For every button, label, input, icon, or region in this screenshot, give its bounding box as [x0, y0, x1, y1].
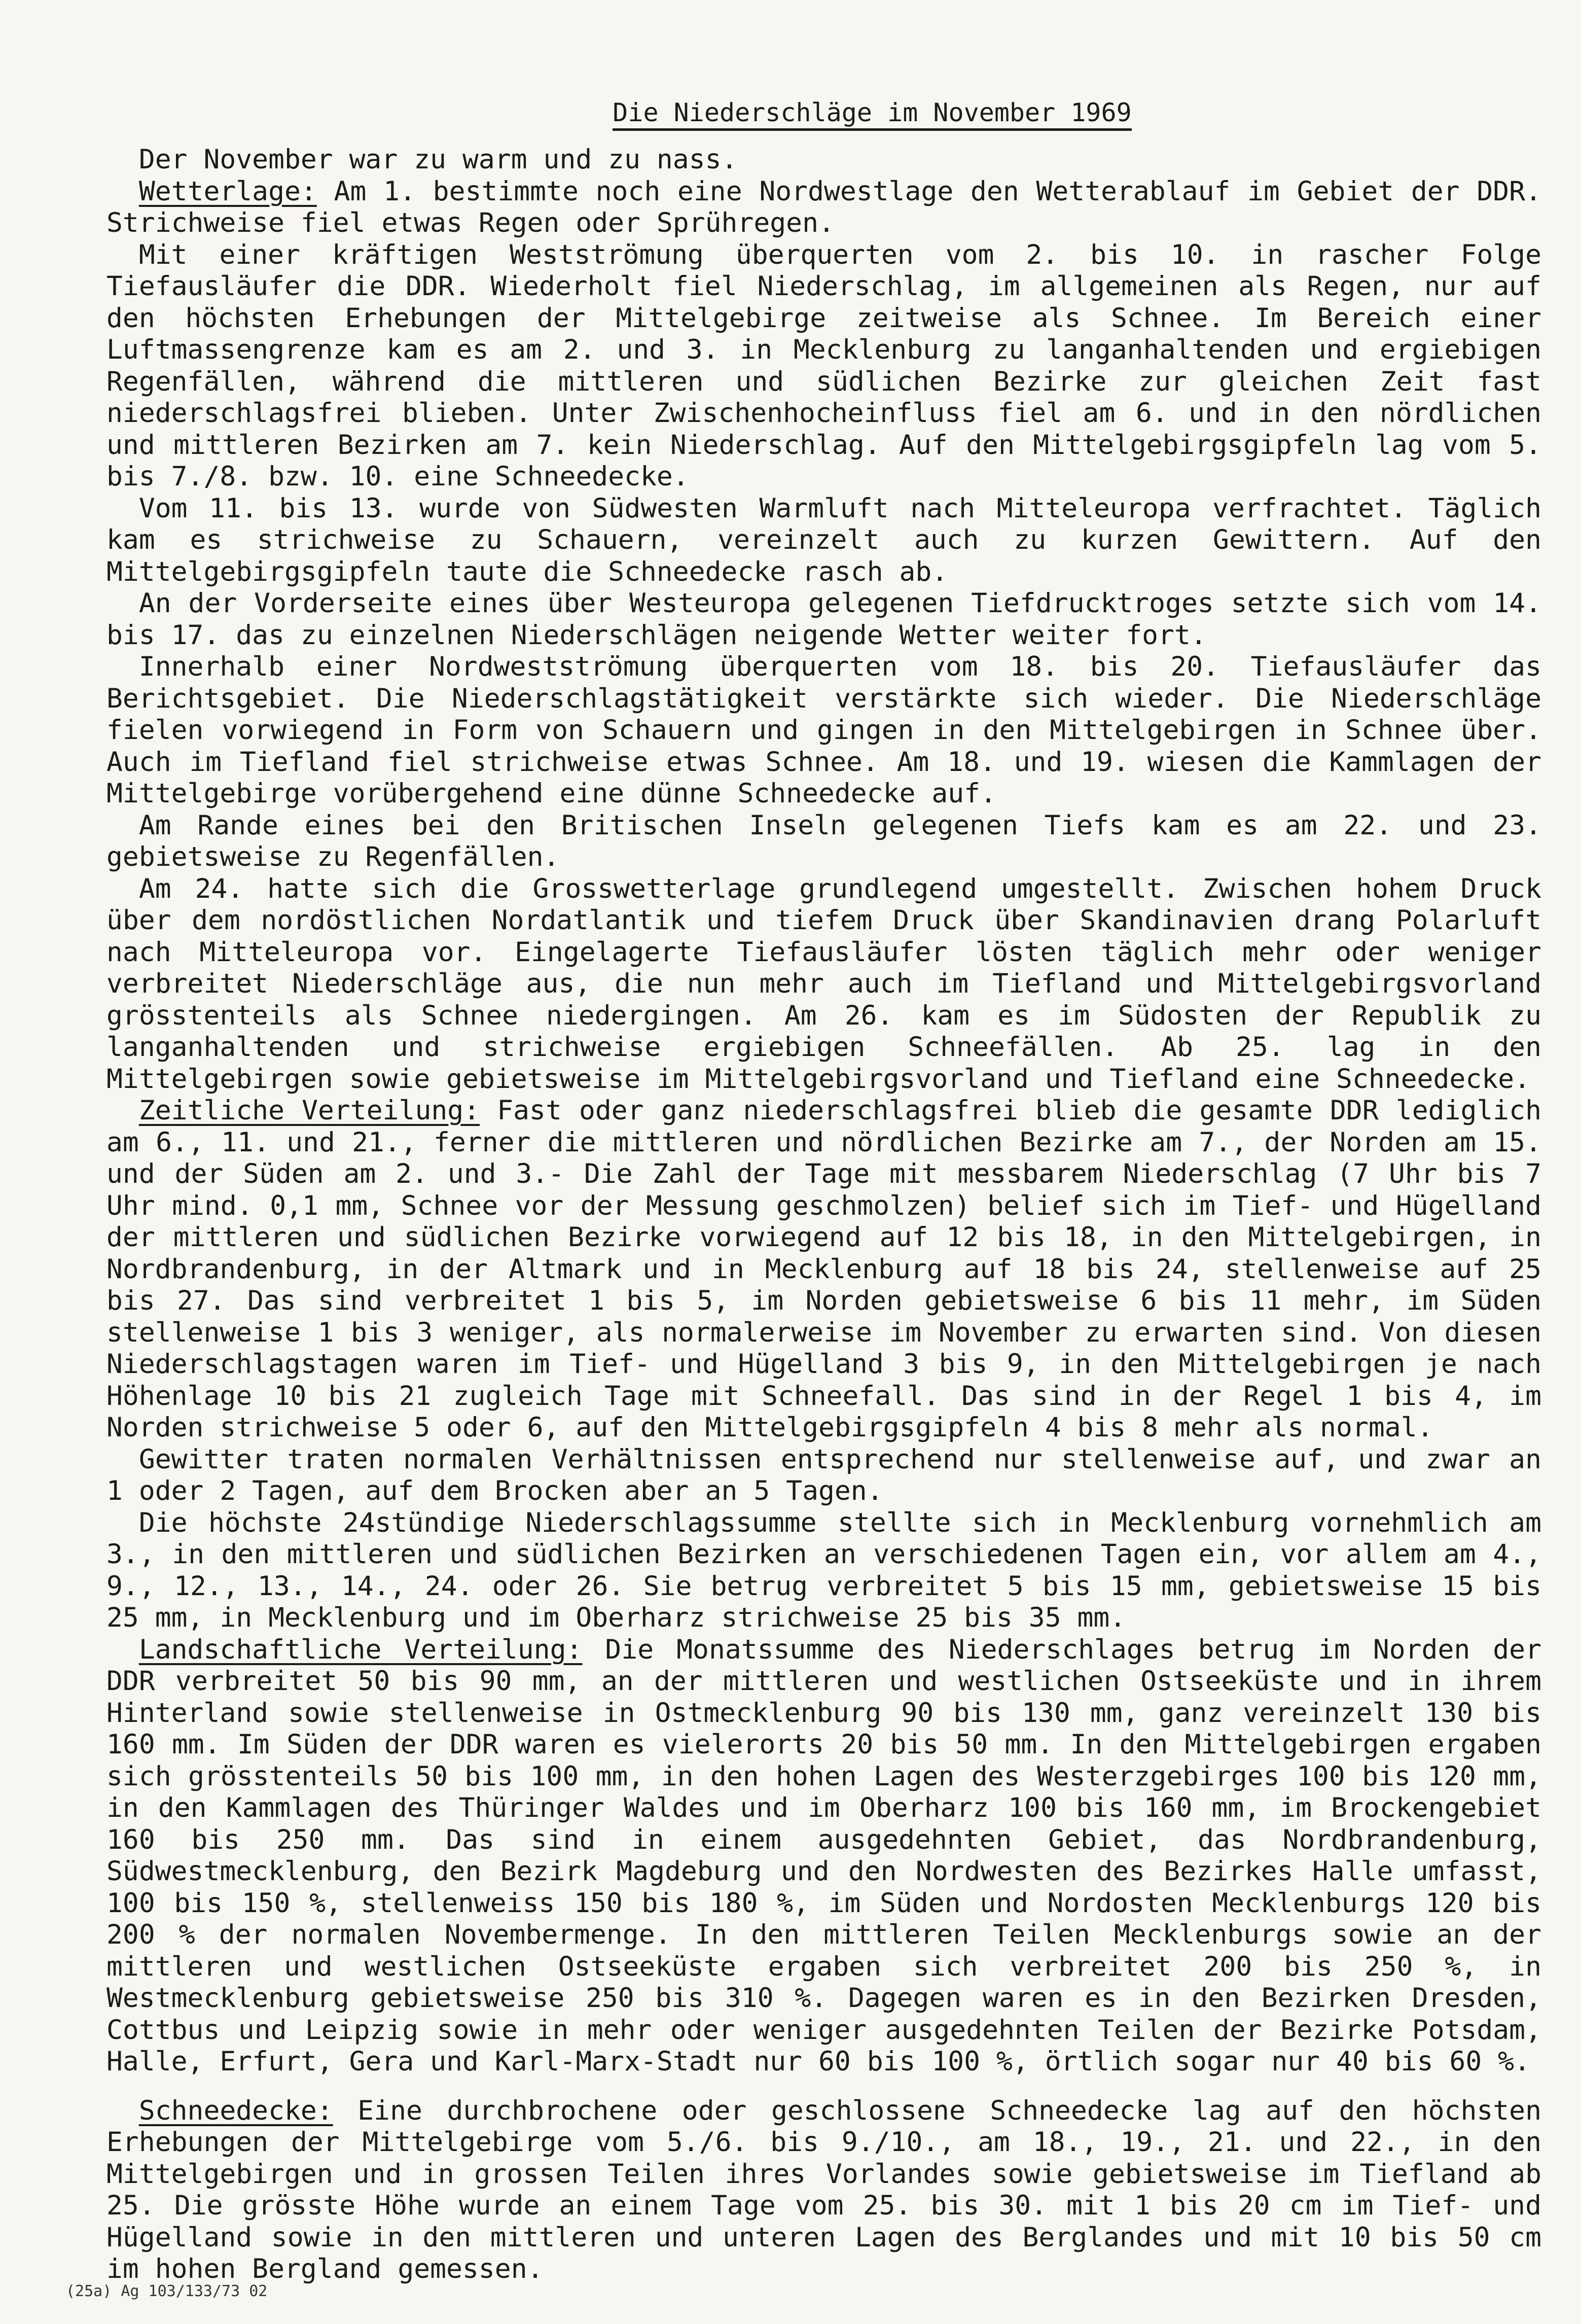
paragraph [106, 873, 1541, 1096]
footer-reference: (25a) Ag 103/133/73 02 [66, 2282, 268, 2300]
paragraph-text: Am 1. bestimmte noch eine Nordwestlage den Wetterablauf im Gebiet der DDR. Strichweise fiel etwas Regen oder Sprühregen. [106, 175, 1541, 238]
section-heading-landschaftliche-verteilung: Landschaftliche Verteilung: [138, 1634, 583, 1665]
paragraph-text: Am Rande eines bei den Britischen Inseln gelegenen Tiefs kam es am 22. und 23. gebietsweise zu Regenfällen. [106, 809, 1541, 872]
paragraph-text: Mit einer kräftigen Westströmung überquerten vom 2. bis 10. in rascher Folge Tiefausläufer die DDR. Wiederholt fiel Niederschlag, im allgemeinen als Regen, nur auf den höchsten Erhebungen der Mittelgebirge zeitweise als Schnee. Im Bereich einer Luftmassengrenze kam es am 2. und 3. in Mecklenburg zu langanhaltenden und ergiebigen Regenfällen, während die mittleren und südlichen Bezirke zur gleichen Zeit fast niederschlagsfrei blieben. Unter Zwischenhocheinfluss fiel am 6. und in den nördlichen und mittleren Bezirken am 7. kein Niederschlag. Auf den Mittelgebirgsgipfeln lag vom 5. bis 7./8. bzw. 10. eine Schneedecke. [106, 239, 1541, 492]
paragraph [106, 1444, 1541, 1507]
paragraph-schneedecke [106, 2095, 1541, 2285]
paragraph [106, 1507, 1541, 1634]
paragraph-text: Eine durchbrochene oder geschlossene Schneedecke lag auf den höchsten Erhebungen der Mittelgebirge vom 5./6. bis 9./10., am 18., 19., 21. und 22., in den Mittelgebirgen und in grossen Teilen ihres Vorlandes sowie gebietsweise im Tiefland ab 25. Die grösste Höhe wurde an einem Tage vom 25. bis 30. mit 1 bis 20 cm im Tief- und Hügelland sowie in den mittleren und unteren Lagen des Berglandes und mit 10 bis 50 cm im hohen Bergland gemessen. [106, 2095, 1541, 2284]
document-body [106, 96, 1541, 2285]
paragraph [106, 239, 1541, 493]
paragraph-landschaftliche-verteilung [106, 1634, 1541, 2078]
paragraph-text: Gewitter traten normalen Verhältnissen entsprechend nur stellenweise auf, und zwar an 1 oder 2 Tagen, auf dem Brocken aber an 5 Tagen. [106, 1443, 1541, 1506]
paragraph-text: An der Vorderseite eines über Westeuropa gelegenen Tiefdrucktroges setzte sich vom 14. bis 17. das zu einzelnen Niederschlägen neigende Wetter weiter fort. [106, 588, 1541, 651]
paragraph-text: Der November war zu warm und zu nass. [138, 144, 738, 175]
page-title-text: Die Niederschläge im November 1969 [613, 98, 1132, 131]
paragraph-intro [106, 144, 1541, 176]
paragraph-zeitliche-verteilung [106, 1095, 1541, 1444]
paragraph [106, 493, 1541, 588]
paragraph-text: Vom 11. bis 13. wurde von Südwesten Warmluft nach Mitteleuropa verfrachtet. Täglich kam es strichweise zu Schauern, vereinzelt auch zu kurzen Gewittern. Auf den Mittelgebirgsgipfeln taute die Schneedecke rasch ab. [106, 492, 1541, 587]
paragraph-wetterlage [106, 176, 1541, 239]
paragraph-text: Innerhalb einer Nordwestströmung überquerten vom 18. bis 20. Tiefausläufer das Berichtsgebiet. Die Niederschlagstätigkeit verstärkte sich wieder. Die Niederschläge fielen vorwiegend in Form von Schauern und gingen in den Mittelgebirgen in Schnee über. Auch im Tiefland fiel strichweise etwas Schnee. Am 18. und 19. wiesen die Kammlagen der Mittelgebirge vorübergehend eine dünne Schneedecke auf. [106, 651, 1541, 809]
paragraph-text: Die Monatssumme des Niederschlages betrug im Norden der DDR verbreitet 50 bis 90 mm, an der mittleren und westlichen Ostseeküste und in ihrem Hinterland sowie stellenweise in Ostmecklenburg 90 bis 130 mm, ganz vereinzelt 130 bis 160 mm. Im Süden der DDR waren es vielerorts 20 bis 50 mm. In den Mittelgebirgen ergaben sich grösstenteils 50 bis 100 mm, in den hohen Lagen des Westerzgebirges 100 bis 120 mm, in den Kammlagen des Thüringer Waldes und im Oberharz 100 bis 160 mm, im Brockengebiet 160 bis 250 mm. Das sind in einem ausgedehnten Gebiet, das Nordbrandenburg, Südwestmecklenburg, den Bezirk Magdeburg und den Nordwesten des Bezirkes Halle umfasst, 100 bis 150 %, stellenweiss 150 bis 180 %, im Süden und Nordosten Mecklenburgs 120 bis 200 % der normalen Novembermenge. In den mittleren Teilen Mecklenburgs sowie an der mittleren und westlichen Ostseeküste ergaben sich verbreitet 200 bis 250 %, in Westmecklenburg gebietsweise 250 bis 310 %. Dagegen waren es in den Bezirken Dresden, Cottbus und Leipzig sowie in mehr oder weniger ausgedehnten Teilen der Bezirke Potsdam, Halle, Erfurt, Gera und Karl-Marx-Stadt nur 60 bis 100 %, örtlich sogar nur 40 bis 60 %. [106, 1634, 1541, 2077]
spacer [106, 2078, 1541, 2095]
paragraph-text: Am 24. hatte sich die Grosswetterlage grundlegend umgestellt. Zwischen hohem Druck über dem nordöstlichen Nordatlantik und tiefem Druck über Skandinavien drang Polarluft nach Mitteleuropa vor. Eingelagerte Tiefausläufer lösten täglich mehr oder weniger verbreitet Niederschläge aus, die nun mehr auch im Tiefland und Mittelgebirgsvorland grösstenteils als Schnee niedergingen. Am 26. kam es im Südosten der Republik zu langanhaltenden und strichweise ergiebigen Schneefällen. Ab 25. lag in den Mittelgebirgen sowie gebietsweise im Mittelgebirgsvorland und Tiefland eine Schneedecke. [106, 873, 1541, 1095]
section-heading-wetterlage: Wetterlage: [138, 175, 317, 207]
paragraph [106, 810, 1541, 873]
paragraph-text: Fast oder ganz niederschlagsfrei blieb die gesamte DDR lediglich am 6., 11. und 21., ferner die mittleren und nördlichen Bezirke am 7., der Norden am 15. und der Süden am 2. und 3.- Die Zahl der Tage mit messbarem Niederschlag (7 Uhr bis 7 Uhr mind. 0,1 mm, Schnee vor der Messung geschmolzen) belief sich im Tief- und Hügelland der mittleren und südlichen Bezirke vorwiegend auf 12 bis 18, in den Mittelgebirgen, in Nordbrandenburg, in der Altmark und in Mecklenburg auf 18 bis 24, stellenweise auf 25 bis 27. Das sind verbreitet 1 bis 5, im Norden gebietsweise 6 bis 11 mehr, im Süden stellenweise 1 bis 3 weniger, als normalerweise im November zu erwarten sind. Von diesen Niederschlagstagen waren im Tief- und Hügelland 3 bis 9, in den Mittelgebirgen je nach Höhenlage 10 bis 21 zugleich Tage mit Schneefall. Das sind in der Regel 1 bis 4, im Norden strichweise 5 oder 6, auf den Mittelgebirgsgipfeln 4 bis 8 mehr als normal. [106, 1095, 1541, 1443]
paragraph-text: Die höchste 24stündige Niederschlagssumme stellte sich in Mecklenburg vornehmlich am 3., in den mittleren und südlichen Bezirken an verschiedenen Tagen ein, vor allem am 4., 9., 12., 13., 14., 24. oder 26. Sie betrug verbreitet 5 bis 15 mm, gebietsweise 15 bis 25 mm, in Mecklenburg und im Oberharz strichweise 25 bis 35 mm. [106, 1507, 1541, 1633]
section-heading-schneedecke: Schneedecke: [138, 2095, 333, 2126]
section-heading-zeitliche-verteilung: Zeitliche Verteilung: [138, 1095, 480, 1126]
paragraph [106, 651, 1541, 810]
paragraph [106, 588, 1541, 651]
page-title [106, 96, 1541, 129]
